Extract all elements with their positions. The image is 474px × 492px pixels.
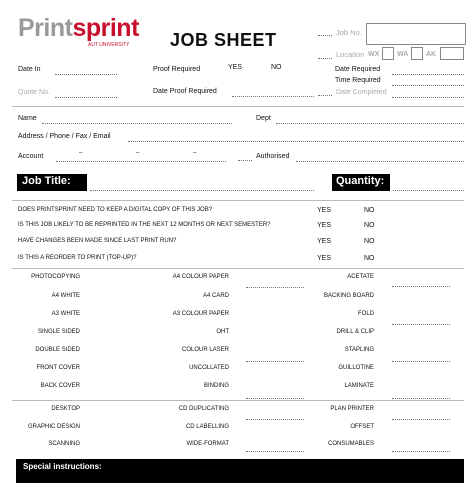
question-row: [18, 255, 464, 267]
service-label: DRILL & CLIP: [336, 329, 374, 335]
quote-no-label: Quote No.: [18, 89, 50, 96]
service-label: BACK COVER: [40, 383, 80, 389]
location-label: Location: [336, 50, 365, 59]
digital-field[interactable]: [246, 419, 304, 420]
dept-field[interactable]: [276, 123, 464, 124]
time-required-field[interactable]: [392, 85, 464, 86]
location-wa-checkbox[interactable]: [411, 47, 423, 60]
service-label: A3 WHITE: [51, 311, 80, 317]
service-label: COLOUR LASER: [181, 347, 229, 353]
service-label: FOLD: [357, 311, 374, 317]
service-label: UNCOLLATED: [189, 365, 229, 371]
contact-field[interactable]: [128, 141, 464, 142]
special-instructions-label: Special instructions:: [23, 462, 102, 471]
question-no[interactable]: NO: [364, 222, 375, 229]
logo: [18, 14, 139, 43]
service-label: DOUBLE SIDED: [35, 347, 80, 353]
question-no[interactable]: NO: [364, 238, 375, 245]
question-no[interactable]: NO: [364, 207, 375, 214]
account-sep-1: –: [79, 150, 83, 156]
location-wx-checkbox[interactable]: [382, 47, 394, 60]
digital-label: CD DUPLICATING: [178, 406, 229, 412]
job-no-field[interactable]: [366, 23, 466, 45]
digital-label: OFFSET: [350, 424, 374, 430]
date-proof-required-label: Date Proof Required: [153, 88, 217, 95]
location-ak: AK: [426, 51, 437, 58]
service-label: STAPLING: [344, 347, 374, 353]
contact-label: Address / Phone / Fax / Email: [18, 133, 111, 140]
question-row: [18, 207, 464, 219]
service-field[interactable]: [246, 361, 304, 362]
question-row: [18, 238, 464, 250]
location-ak-checkbox[interactable]: [440, 47, 464, 60]
logo-subtitle: AUT UNIVERSITY: [88, 42, 130, 48]
date-in-label: Date In: [18, 66, 41, 73]
question-text: DOES PRINTSPRINT NEED TO KEEP A DIGITAL COPY OF THIS JOB?: [18, 207, 213, 213]
date-in-field[interactable]: [55, 74, 117, 75]
proof-required-label: Proof Required: [153, 66, 201, 73]
service-label: BINDING: [203, 383, 229, 389]
digital-field[interactable]: [392, 419, 450, 420]
divider: [12, 200, 464, 201]
digital-label: GRAPHIC DESIGN: [27, 424, 80, 430]
date-proof-required-field[interactable]: [232, 96, 314, 97]
quantity-bar: [332, 174, 390, 191]
date-completed-label: Date Completed: [336, 89, 387, 96]
service-label: BACKING BOARD: [323, 293, 374, 299]
service-field[interactable]: [392, 286, 450, 287]
date-required-field[interactable]: [392, 74, 464, 75]
location-lead: [318, 58, 332, 59]
job-no-lead: [318, 35, 332, 36]
proof-no[interactable]: NO: [271, 64, 282, 71]
service-field[interactable]: [246, 287, 304, 288]
account-field[interactable]: [56, 161, 226, 162]
account-sep-3: –: [193, 150, 197, 156]
special-instructions-box[interactable]: [16, 459, 464, 483]
question-yes[interactable]: YES: [317, 207, 332, 214]
service-field[interactable]: [392, 398, 450, 399]
question-yes[interactable]: YES: [317, 222, 332, 229]
authorised-lead: [238, 160, 252, 161]
question-text: IS THIS JOB LIKELY TO BE REPRINTED IN THE NEXT 12 MONTHS OR NEXT SEMESTER?: [18, 222, 271, 228]
service-label: A4 WHITE: [51, 293, 80, 299]
service-label: OHT: [216, 329, 229, 335]
date-completed-lead: [318, 95, 332, 96]
divider: [12, 106, 464, 107]
service-label: SINGLE SIDED: [37, 329, 80, 335]
digital-field[interactable]: [246, 451, 304, 452]
page-title: JOB SHEET: [170, 30, 277, 50]
divider: [12, 400, 464, 401]
quote-no-field[interactable]: [55, 97, 117, 98]
question-text: HAVE CHANGES BEEN MADE SINCE LAST PRINT RUN?: [18, 238, 177, 244]
service-label: A3 COLOUR PAPER: [172, 311, 229, 317]
account-label: Account: [18, 153, 44, 160]
date-completed-field[interactable]: [392, 97, 464, 98]
question-yes[interactable]: YES: [317, 238, 332, 245]
question-yes[interactable]: YES: [317, 255, 332, 262]
digital-label: WIDE-FORMAT: [186, 441, 229, 447]
digital-label: SCANNING: [48, 441, 80, 447]
digital-label: CD LABELLING: [185, 424, 229, 430]
question-text: IS THIS A REORDER TO PRINT (TOP-UP)?: [18, 255, 137, 261]
service-label: PHOTOCOPYING: [31, 274, 80, 280]
service-label: A4 CARD: [202, 293, 229, 299]
service-label: A4 COLOUR PAPER: [172, 274, 229, 280]
quantity-label: Quantity:: [336, 175, 385, 187]
date-required-label: Date Required: [335, 66, 381, 73]
location-wx: WX: [368, 51, 380, 58]
digital-field[interactable]: [392, 451, 450, 452]
service-field[interactable]: [392, 361, 450, 362]
name-label: Name: [18, 115, 37, 122]
job-no-label: Job No.: [336, 28, 362, 37]
question-row: [18, 222, 464, 234]
service-label: FRONT COVER: [36, 365, 80, 371]
dept-label: Dept: [256, 115, 271, 122]
divider: [12, 268, 464, 269]
service-label: GUILLOTINE: [338, 365, 374, 371]
digital-label: DESKTOP: [51, 406, 80, 412]
location-wa: WA: [397, 51, 409, 58]
service-field[interactable]: [392, 324, 450, 325]
question-no[interactable]: NO: [364, 255, 375, 262]
job-title-label: Job Title:: [22, 175, 71, 187]
logo-print-text: Print: [18, 14, 73, 42]
service-label: ACETATE: [347, 274, 374, 280]
logo-sprint-text: sprint: [72, 14, 139, 42]
name-field[interactable]: [42, 123, 232, 124]
job-title-bar: [17, 174, 87, 191]
service-field[interactable]: [246, 398, 304, 399]
authorised-field[interactable]: [296, 161, 464, 162]
digital-label: CONSUMABLES: [327, 441, 374, 447]
account-sep-2: –: [136, 150, 140, 156]
quantity-field[interactable]: [393, 190, 464, 191]
time-required-label: Time Required: [335, 77, 381, 84]
proof-yes[interactable]: YES: [228, 64, 243, 71]
service-label: LAMINATE: [344, 383, 374, 389]
authorised-label: Authorised: [256, 153, 290, 160]
job-title-field[interactable]: [90, 190, 314, 191]
digital-label: PLAN PRINTER: [330, 406, 374, 412]
